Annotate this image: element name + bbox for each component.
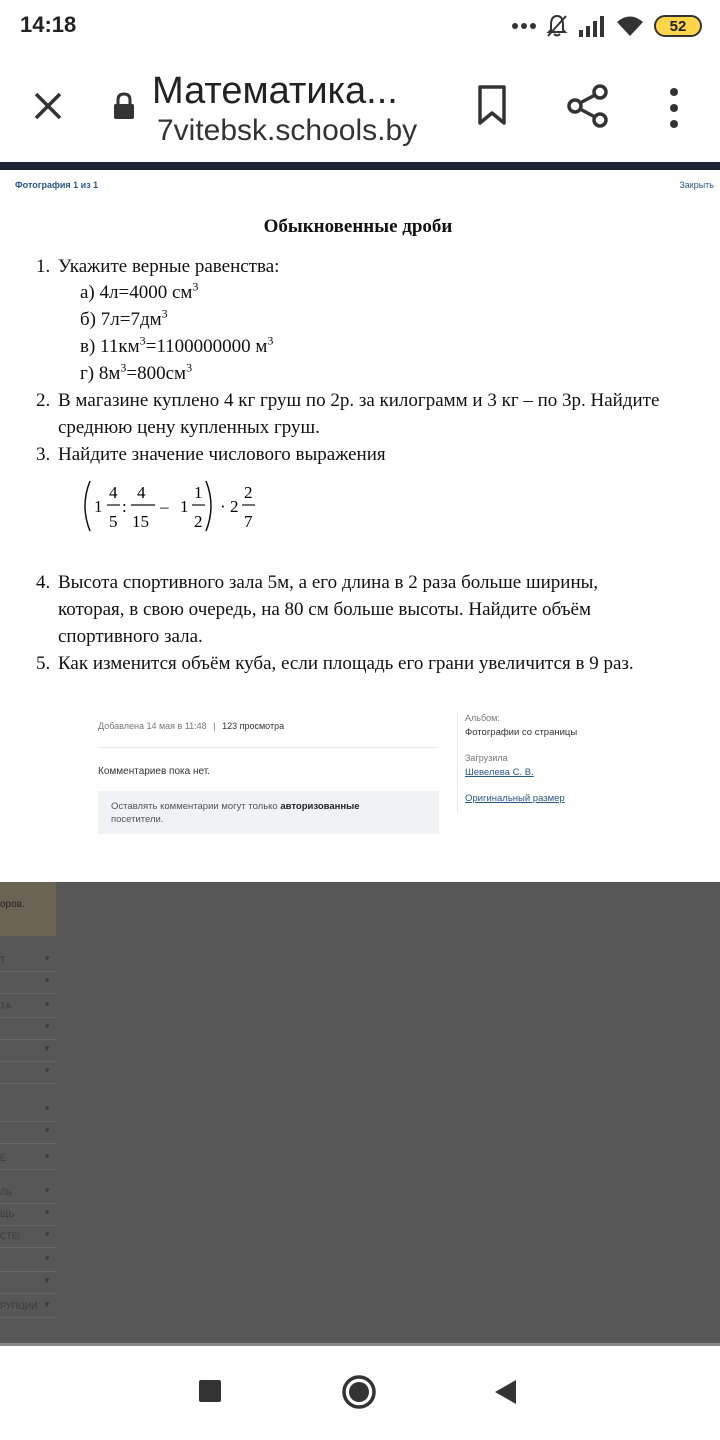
page-title: Математика... [152,70,398,112]
chevron-down-icon: ▼ [43,1254,51,1263]
task-1-option-a [80,279,199,304]
task-3-text: Найдите значение числового выражения [58,444,386,465]
share-icon[interactable] [566,84,610,128]
background-menu-row [0,996,56,1018]
chevron-down-icon: ▼ [43,1152,51,1161]
background-menu-row-text: ТА [0,1001,12,1011]
back-button[interactable] [494,1379,518,1405]
comment-notice-prefix: Оставлять комментарии могут только [111,801,278,812]
background-menu-row-text: РУПЦИИ [0,1301,38,1311]
expr-whole-3: 1 [180,497,189,516]
status-icons [512,12,702,40]
wifi-icon [616,15,644,37]
muted-bell-icon [546,14,568,38]
task-1-option-b [80,306,168,331]
background-menu-row [0,950,56,972]
home-button[interactable] [341,1374,377,1410]
lock-icon [112,92,136,120]
album-label: Альбом: [465,713,500,723]
expr-num-1: 4 [109,483,118,502]
background-menu-row-text: ЩЬ [0,1209,15,1219]
option-a-text: а) 4л=4000 см [80,282,193,303]
option-d-sup-1: 3 [120,360,127,375]
uploader-label: Загрузила [465,753,508,763]
system-nav-bar [0,1346,720,1440]
chevron-down-icon: ▼ [43,1276,51,1285]
no-comments-text: Комментариев пока нет. [98,766,210,777]
chevron-down-icon: ▼ [43,1300,51,1309]
background-menu-row [0,1100,56,1122]
background-menu-row-text: Т [0,955,6,965]
chevron-down-icon: ▼ [43,1186,51,1195]
chevron-down-icon: ▼ [43,1066,51,1075]
dimmed-background-page [0,882,720,1343]
task-2-line-2: среднюю цену купленных груш. [58,417,320,438]
background-menu-row [0,1062,56,1084]
expr-whole-1: 1 [94,497,103,516]
background-tile-text: оров. [0,899,25,910]
chevron-down-icon: ▼ [43,1022,51,1031]
option-c-sup-2: 3 [267,333,274,348]
background-menu-row-text: СТЕ! [0,1231,21,1241]
task-5-text: Как изменится объём куба, если площадь его грани увеличится в 9 раз. [58,653,634,674]
option-a-sup: 3 [192,279,199,294]
comment-login-notice [98,791,439,834]
background-menu-row [0,1296,56,1318]
expr-minus-sign: – [160,497,169,516]
task-1-number: 1. [36,256,51,277]
info-divider [98,747,438,748]
photo-meta [98,721,284,731]
task-3-number: 3. [36,444,51,465]
photo-viewer-topbar [0,170,720,204]
meta-separator: | [213,721,216,731]
task-2-line-1: В магазине куплено 4 кг груш по 2р. за килограмм и 3 кг – по 3р. Найдите [58,390,660,411]
task-5-number: 5. [36,653,51,674]
expr-den-1: 5 [109,512,118,531]
comment-notice-suffix: посетители. [111,814,164,825]
task-4-number: 4. [36,572,51,593]
expr-num-3: 1 [194,483,203,502]
option-c-sup-1: 3 [139,333,146,348]
background-menu-row [0,1250,56,1272]
expr-den-2: 15 [132,512,149,531]
background-menu-row [0,1018,56,1040]
chevron-down-icon: ▼ [43,1208,51,1217]
close-viewer-link[interactable]: Закрыть [679,180,714,190]
option-d-sup-2: 3 [186,360,193,375]
expr-dot-sign: · [220,497,226,516]
option-b-sup: 3 [161,306,168,321]
original-size-link[interactable]: Оригинальный размер [465,793,565,804]
expr-num-2: 4 [137,483,146,502]
more-dots-icon [512,22,536,30]
photo-image[interactable] [0,204,720,694]
expr-den-3: 2 [194,512,203,531]
option-c-mid: =1100000000 м [145,336,268,357]
authorized-link[interactable]: авторизованные [280,801,360,812]
chevron-down-icon: ▼ [43,1044,51,1053]
expr-den-4: 7 [244,512,253,531]
status-bar [0,0,720,52]
task-1-option-d [80,360,193,385]
task-1-text: Укажите верные равенства: [58,256,280,277]
option-d-mid: =800см [126,363,187,384]
chevron-down-icon: ▼ [43,1000,51,1009]
option-c-text: в) 11км [80,336,140,357]
task-4-line-2: которая, в свою очередь, на 80 см больше высоты. Найдите объём [58,599,591,620]
background-menu-row [0,1040,56,1062]
background-tile [0,882,56,936]
more-menu-icon[interactable] [662,86,686,130]
chevron-down-icon: ▼ [43,1126,51,1135]
task-4-line-1: Высота спортивного зала 5м, а его длина в 2 раза больше ширины, [58,572,599,593]
album-value[interactable]: Фотографии со страницы [465,727,578,738]
bookmark-icon[interactable] [474,84,510,126]
background-menu-row [0,1272,56,1294]
signal-icon [578,15,606,37]
page-header-strip [0,162,720,170]
background-menu-row-text: ЛЬ [0,1187,12,1197]
option-d-text: г) 8м [80,363,121,384]
expr-num-4: 2 [244,483,253,502]
view-count: 123 просмотра [222,721,285,731]
background-menu-row [0,1122,56,1144]
added-date: Добавлена 14 мая в 11:48 [98,721,207,731]
task-4-line-3: спортивного зала. [58,626,203,647]
chevron-down-icon: ▼ [43,1230,51,1239]
background-menu-row [0,1204,56,1226]
background-menu-row [0,1182,56,1204]
numeric-expression [80,476,280,536]
chevron-down-icon: ▼ [43,954,51,963]
option-b-text: б) 7л=7дм [80,309,162,330]
background-menu-row [0,1226,56,1248]
chevron-down-icon: ▼ [43,1104,51,1113]
task-1-option-c [80,333,274,358]
worksheet-title: Обыкновенные дроби [263,216,453,237]
task-2-number: 2. [36,390,51,411]
sidebar-separator [457,713,458,813]
custom-tab-header [0,52,720,162]
close-icon[interactable] [28,86,68,126]
recents-button[interactable] [199,1380,221,1402]
battery-indicator: 52 [654,15,702,37]
page-url[interactable]: 7vitebsk.schools.by [157,114,418,147]
photo-counter: Фотография 1 из 1 [15,180,99,190]
expr-whole-4: 2 [230,497,239,516]
status-time: 14:18 [20,12,77,37]
background-menu-row [0,972,56,994]
background-menu-row-text: Е [0,1153,7,1163]
uploader-link[interactable]: Шевелева С. В. [465,767,534,778]
background-menu-row [0,1148,56,1170]
expr-div-sign: : [122,497,127,516]
chevron-down-icon: ▼ [43,976,51,985]
